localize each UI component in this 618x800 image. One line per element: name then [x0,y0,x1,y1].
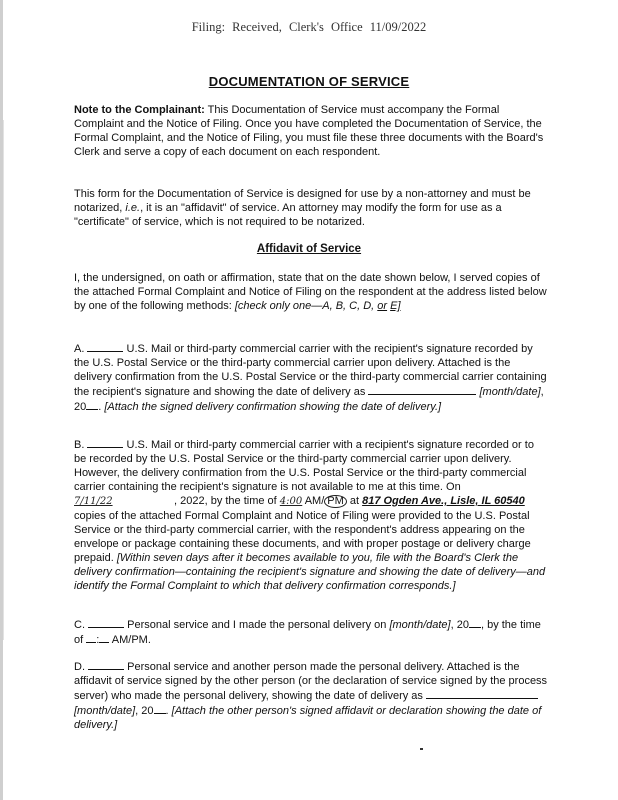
option-a-date-field[interactable] [368,384,476,395]
option-c-date-label: [month/date] [389,619,451,631]
intro-instruction: [check only one—A, B, C, D, [234,300,378,312]
scan-mark [420,748,423,750]
option-d-year: , 20 [135,705,154,717]
scan-edge-line [3,120,4,640]
affidavit-intro [74,271,548,313]
option-d-letter: D. [74,661,85,673]
option-b-instruction: [Within seven days after it becomes available to you, file with the Board's Clerk the delivery confirmation—containing the recipient's signature and showing the date of delivery—and identify the Formal Complaint to which that delivery confirmation corresponds.] [74,552,546,592]
option-c-time-text: , by the time of [74,619,541,646]
filing-stamp: Filing: Received, Clerk's Office 11/09/2022 [191,20,427,34]
option-a-year-field[interactable] [86,399,98,410]
form-info-ie: i.e. [125,202,141,214]
note-label: Note to the Complainant: [74,104,205,116]
option-b-checkbox-line[interactable] [87,437,123,448]
option-c-minute-field[interactable] [99,632,109,643]
option-a-checkbox-line[interactable] [87,341,123,352]
option-b-am: AM/ [304,495,325,507]
form-info-paragraph [74,187,548,229]
option-d: D. Personal service and another person made the personal delivery. Attached is the affidavit of service signed by the other person (or the declaration of service signed by the process server) who made the personal delivery, showing the date of delivery as [month/date], 20 . [Attach the other person's signed affidavit or declaration showing the date of delivery.] [74,661,548,731]
option-c-text: Personal service and I made the personal delivery on [127,619,387,631]
option-c: C. Personal service and I made the personal delivery on [month/date], 20 , by the time of : AM/PM. [74,619,541,646]
option-a-text: U.S. Mail or third-party commercial carrier with the recipient's signature recorded by the U.S. Postal Service or the third-party commercial carrier upon delivery. Attached is the delivery confirmation from the U.S. Postal Service or the third-party commercial carrier containing the recipient's signature and showing the date of delivery as [74,343,547,398]
affidavit-title: Affidavit of Service [256,243,362,255]
option-c-checkbox-line[interactable] [88,617,124,628]
option-b-address: 817 Ogden Ave., Lisle, IL 60540 [362,495,525,507]
option-b [74,437,548,593]
option-b-handwritten-time[interactable]: 4:00 [279,496,303,507]
option-c-year: , 20 [450,619,469,631]
option-b-text: U.S. Mail or third-party commercial carrier with a recipient's signature recorded or to be recorded by the U.S. Postal Service or the third-party commercial carrier upon delivery. However, the delivery confirmation from the U.S. Postal Service or the third-party commercial carrier containing the recipient's signature is not available to me at this time. On [74,439,534,493]
option-a-year: , 20 [74,386,544,413]
option-a: A. U.S. Mail or third-party commercial carrier with the recipient's signature recorded by the U.S. Postal Service or the third-party commercial carrier upon delivery. Attached is the delivery confirmation from the U.S. Postal Service or the third-party commercial carrier containing the recipient's signature and showing the date of delivery as [month/date], 20 . [Attach the signed delivery confirmation showing the date of delivery.] [74,343,547,413]
intro-text: I, the undersigned, on oath or affirmation, state that on the date shown below, I served copies of the attached Formal Complaint and Notice of Filing on the respondent at the address listed below by one of the following methods: [74,272,547,312]
intro-instruction-or: or [377,300,388,312]
option-c-ampm: AM/PM. [111,634,151,646]
option-d-text: Personal service and another person made the personal delivery. Attached is the affidavit of service signed by the other person (or the declaration of service signed by the process server) who made the personal delivery, showing the date of delivery as [74,661,548,702]
option-b-year-text: , 2022, by the time of [174,495,277,507]
option-c-letter: C. [74,619,85,631]
option-b-at: at [349,495,360,507]
option-b-handwritten-date[interactable]: 7/11/22 [74,496,113,507]
form-info-text-2: , it is an "affidavit" of service. An attorney may modify the form for use as a "certificate" of service, which is not required to be notarized. [74,202,502,228]
option-b-text-2: copies of the attached Formal Complaint and Notice of Filing were provided to the U.S. Postal Service or the third-party commercial carrier, with the respondent's address appearing on the envelope or package containing these documents, and with proper postage or delivery charge prepaid. [74,510,531,564]
option-b-letter: B. [74,439,85,451]
option-d-date-field[interactable] [426,688,538,699]
option-c-year-field[interactable] [469,617,481,628]
option-a-date-label: [month/date] [479,386,541,398]
option-a-instruction: [Attach the signed delivery confirmation showing the date of delivery.] [104,401,442,413]
complainant-note [74,103,548,159]
page-title: DOCUMENTATION OF SERVICE [208,74,410,89]
option-d-year-field[interactable] [154,703,166,714]
intro-instruction-e: E] [390,300,401,312]
option-d-instruction: [Attach the other person's signed affidavit or declaration showing the date of delivery.] [74,705,542,731]
form-info-text-1: This form for the Documentation of Service is designed for use by a non-attorney and must be notarized, [74,188,531,214]
option-d-date-label: [month/date] [74,705,136,717]
option-a-letter: A. [74,343,85,355]
option-c-hour-field[interactable] [86,632,96,643]
option-b-pm-circled: PM [324,495,347,508]
option-d-checkbox-line[interactable] [88,659,124,670]
note-text: This Documentation of Service must accompany the Formal Complaint and the Notice of Filing. Once you have completed the Documentation of Service, the Formal Complaint, and the Notice of Filing, you must file these three documents with the Board's Clerk and serve a copy of each document on each respondent. [74,104,544,158]
